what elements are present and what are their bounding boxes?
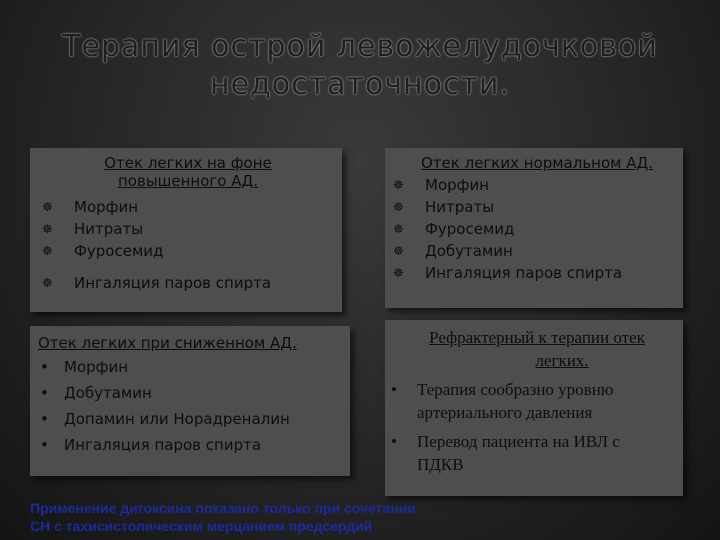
footnote-line-2-text: СН с тахисистолическим мерцанием предсердий	[30, 518, 373, 534]
box-heading-line-2: легких.	[535, 351, 589, 370]
box-heading	[395, 326, 679, 372]
list-item-label: Допамин или Норадреналин	[64, 410, 290, 428]
box-heading: Отек легких при сниженном АД.	[38, 334, 297, 352]
fleuron-icon: ☸	[42, 222, 53, 236]
bullet-icon: •	[40, 410, 49, 428]
fleuron-icon: ☸	[393, 244, 404, 258]
fleuron-icon: ☸	[42, 200, 53, 214]
box-heading-line-2: повышенного АД.	[118, 172, 258, 190]
footnote-period: .	[372, 518, 377, 534]
box-heading: Отек легких нормальном АД.	[420, 154, 653, 172]
list-item-line-1: Перевод пациента на ИВЛ с	[417, 432, 620, 451]
list-item-label: Морфин	[64, 358, 129, 376]
slide-title-line-1: Терапия острой левожелудочковой	[62, 29, 658, 64]
footnote-line-2	[30, 517, 590, 535]
fleuron-icon: ☸	[42, 244, 53, 258]
fleuron-icon: ☸	[42, 276, 53, 290]
list-item-label: Фуросемид	[425, 220, 515, 238]
fleuron-icon: ☸	[393, 222, 404, 236]
fleuron-icon: ☸	[393, 200, 404, 214]
bullet-icon: •	[40, 436, 49, 454]
list-item-label: Ингаляция паров спирта	[64, 436, 262, 454]
bullet-icon: •	[391, 432, 397, 451]
fleuron-icon: ☸	[393, 266, 404, 280]
footnote-line-1: Применение дигоксина показано только при сочетании	[30, 500, 416, 516]
list-item-label: Нитраты	[74, 220, 144, 238]
list-item-label: Добутамин	[64, 384, 152, 402]
box-low-bp	[30, 326, 350, 476]
bullet-icon: •	[391, 380, 397, 399]
box-refractory	[385, 320, 683, 496]
list-item-line-1: Терапия сообразно уровню	[417, 380, 614, 399]
slide-title	[40, 28, 680, 104]
slide-title-line-2: недостаточности.	[209, 67, 511, 102]
box-heading	[90, 154, 286, 190]
list-item-label: Морфин	[425, 176, 490, 194]
list-item-label: Фуросемид	[74, 242, 164, 260]
box-normal-bp	[385, 148, 683, 308]
footnote	[30, 499, 590, 535]
bullet-icon: •	[40, 384, 49, 402]
box-heading-line-1: Рефрактерный к терапии отек	[429, 328, 645, 347]
list-item-label: Ингаляция паров спирта	[74, 274, 272, 292]
list-item-label: Морфин	[74, 198, 139, 216]
fleuron-icon: ☸	[393, 178, 404, 192]
list-item-line-2: артериального давления	[417, 403, 593, 422]
box-heading-line-1: Отек легких на фоне	[104, 154, 272, 172]
list-item-label: Ингаляция паров спирта	[425, 264, 623, 282]
list-item-line-2: ПДКВ	[417, 455, 464, 474]
box-elevated-bp	[30, 148, 342, 312]
list-item-label: Нитраты	[425, 198, 495, 216]
list-item-label: Добутамин	[425, 242, 513, 260]
bullet-icon: •	[40, 358, 49, 376]
